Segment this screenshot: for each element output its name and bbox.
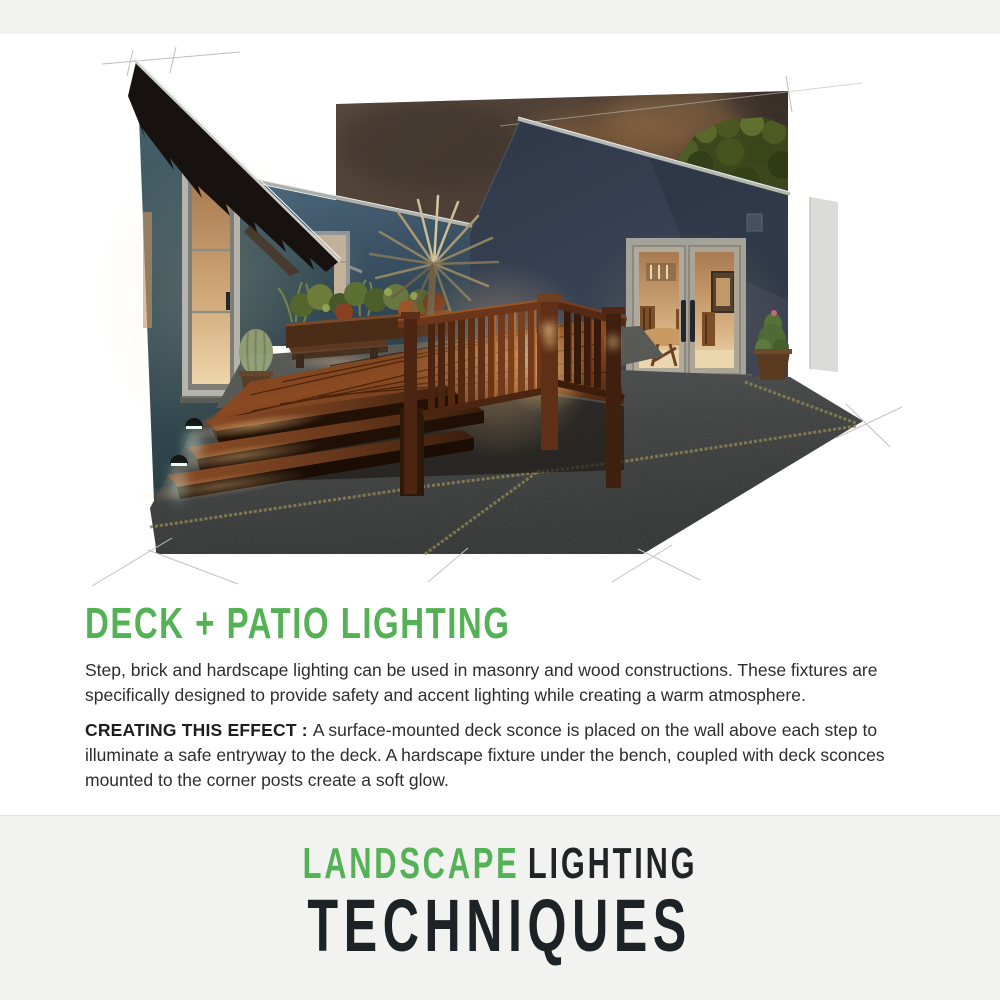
- series-footer: [0, 815, 1000, 1000]
- cactus-flower: [771, 310, 777, 316]
- entry-door-handle: [226, 292, 230, 310]
- brand-line-text: [303, 840, 698, 888]
- effect-paragraph: [85, 718, 953, 793]
- door-handle-right: [690, 300, 695, 342]
- effect-text: A surface-mounted deck sconce is placed on the wall above each step to illuminate a safe entryway to the deck. A hardscape fixture under the bench, coupled with deck sconces mounted to the corner posts create a soft glow.: [85, 720, 885, 790]
- effect-label: CREATING THIS EFFECT :: [85, 720, 308, 740]
- door-handle-left: [681, 300, 686, 342]
- lit-wall-sliver: [143, 212, 152, 328]
- brand-line: [0, 840, 1000, 888]
- article-section: [85, 588, 953, 803]
- page-title: [85, 599, 953, 648]
- right-post-sconce: [609, 336, 617, 348]
- intro-paragraph: Step, brick and hardscape lighting can be used in masonry and wood constructions. These fixtures are specifically designed to provide safety and accent lighting while creating a warm atmosphere.: [85, 660, 878, 705]
- top-band: [0, 0, 1000, 34]
- series-title: [0, 884, 1000, 968]
- wall-vent: [747, 214, 762, 231]
- series-title-text: TECHNIQUES: [307, 884, 693, 968]
- brand-landscape: LANDSCAPE: [302, 839, 520, 888]
- brand-lighting: LIGHTING: [527, 839, 698, 888]
- page-title-text: DECK + PATIO LIGHTING: [85, 599, 511, 648]
- page-edge-strip: [810, 197, 838, 372]
